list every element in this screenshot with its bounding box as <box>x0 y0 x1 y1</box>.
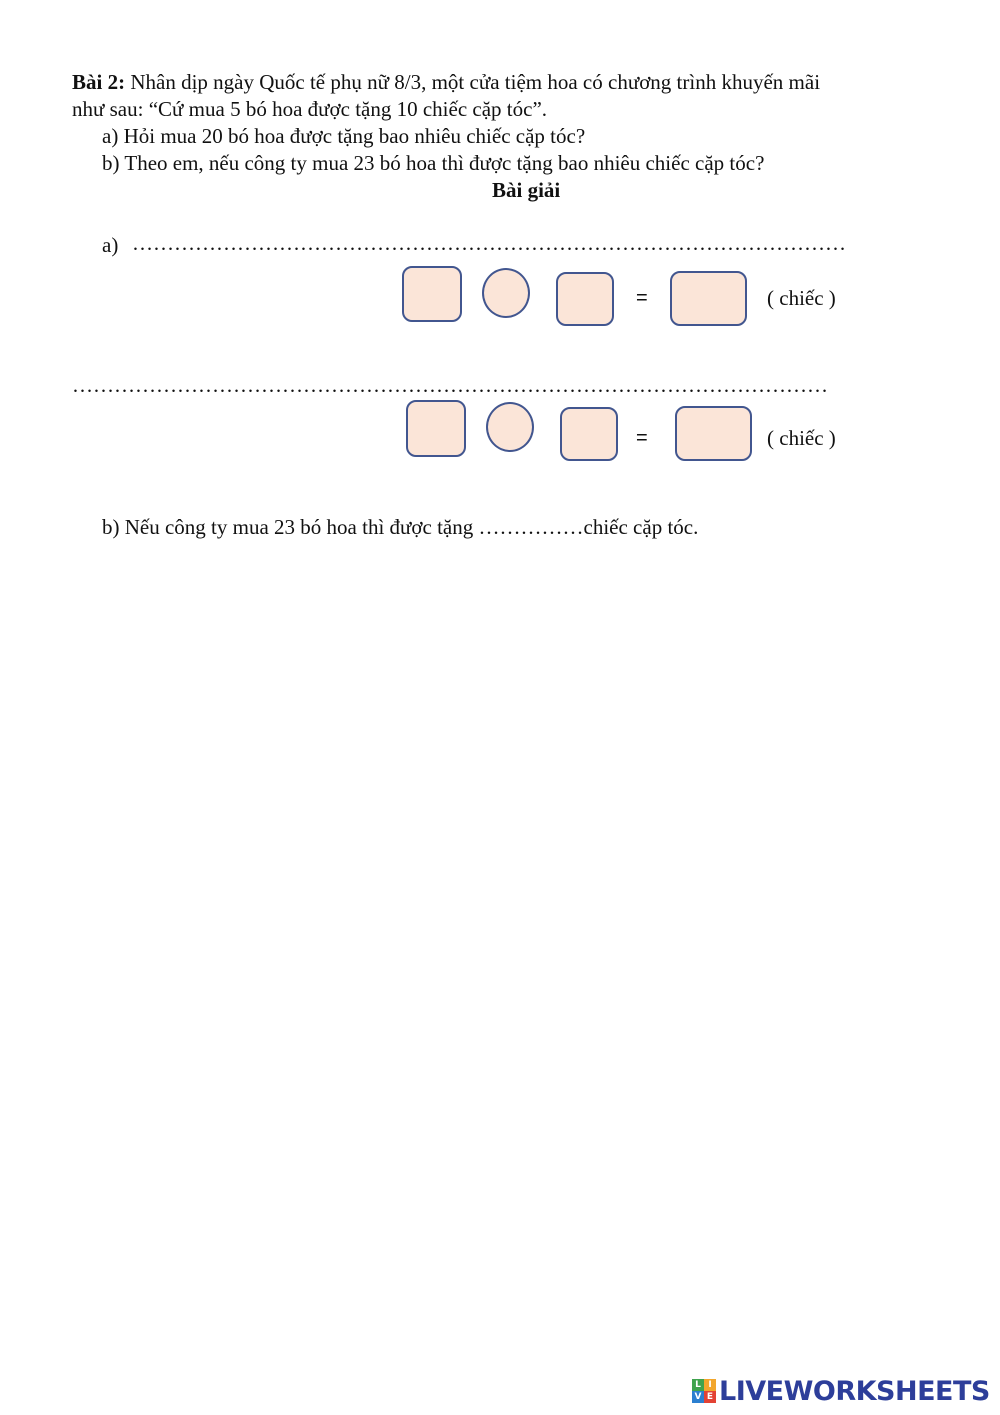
result-box-1[interactable] <box>670 271 747 326</box>
part-b-answer <box>102 514 698 540</box>
problem-line-2: như sau: “Cứ mua 5 bó hoa được tặng 10 chiếc cặp tóc”. <box>72 97 548 121</box>
problem-text-1: Nhân dịp ngày Quốc tế phụ nữ 8/3, một cửa tiệm hoa có chương trình khuyến mãi <box>130 70 821 94</box>
problem-label: Bài 2: <box>72 70 126 94</box>
equals-sign-1: = <box>636 287 648 309</box>
answer-line-a[interactable]: ………………………………………………………………………………………… <box>132 231 846 255</box>
unit-label-2: ( chiếc ) <box>767 426 836 450</box>
result-box-2[interactable] <box>675 406 752 461</box>
operator-circle-1[interactable] <box>482 268 530 318</box>
operand-box-3[interactable] <box>406 400 466 457</box>
unit-label-1: ( chiếc ) <box>767 286 836 310</box>
liveworksheets-logo <box>692 1372 990 1410</box>
logo-mark-letter: L <box>692 1379 704 1391</box>
question-b: b) Theo em, nếu công ty mua 23 bó hoa thì được tặng bao nhiêu chiếc cặp tóc? <box>102 151 765 175</box>
operand-box-1[interactable] <box>402 266 462 322</box>
operand-box-2[interactable] <box>556 272 614 326</box>
logo-mark-letter: E <box>704 1391 716 1403</box>
part-b-blank[interactable]: …………… <box>478 515 584 539</box>
answer-line-b[interactable]: ……………………………………………………………………………………………… <box>72 373 828 397</box>
logo-mark-letter: I <box>704 1379 716 1391</box>
equals-sign-2: = <box>636 427 648 449</box>
problem-line-1 <box>72 69 820 95</box>
logo-text: LIVEWORKSHEETS <box>719 1375 990 1407</box>
logo-mark-letter: V <box>692 1391 704 1403</box>
logo-mark-icon <box>692 1379 716 1403</box>
operator-circle-2[interactable] <box>486 402 534 452</box>
operand-box-4[interactable] <box>560 407 618 461</box>
part-a-label: a) <box>102 233 119 257</box>
part-b-prefix: b) Nếu công ty mua 23 bó hoa thì được tặng <box>102 515 479 539</box>
solution-heading: Bài giải <box>492 178 561 202</box>
question-a: a) Hỏi mua 20 bó hoa được tặng bao nhiêu chiếc cặp tóc? <box>102 124 586 148</box>
part-b-suffix: chiếc cặp tóc. <box>583 515 699 539</box>
